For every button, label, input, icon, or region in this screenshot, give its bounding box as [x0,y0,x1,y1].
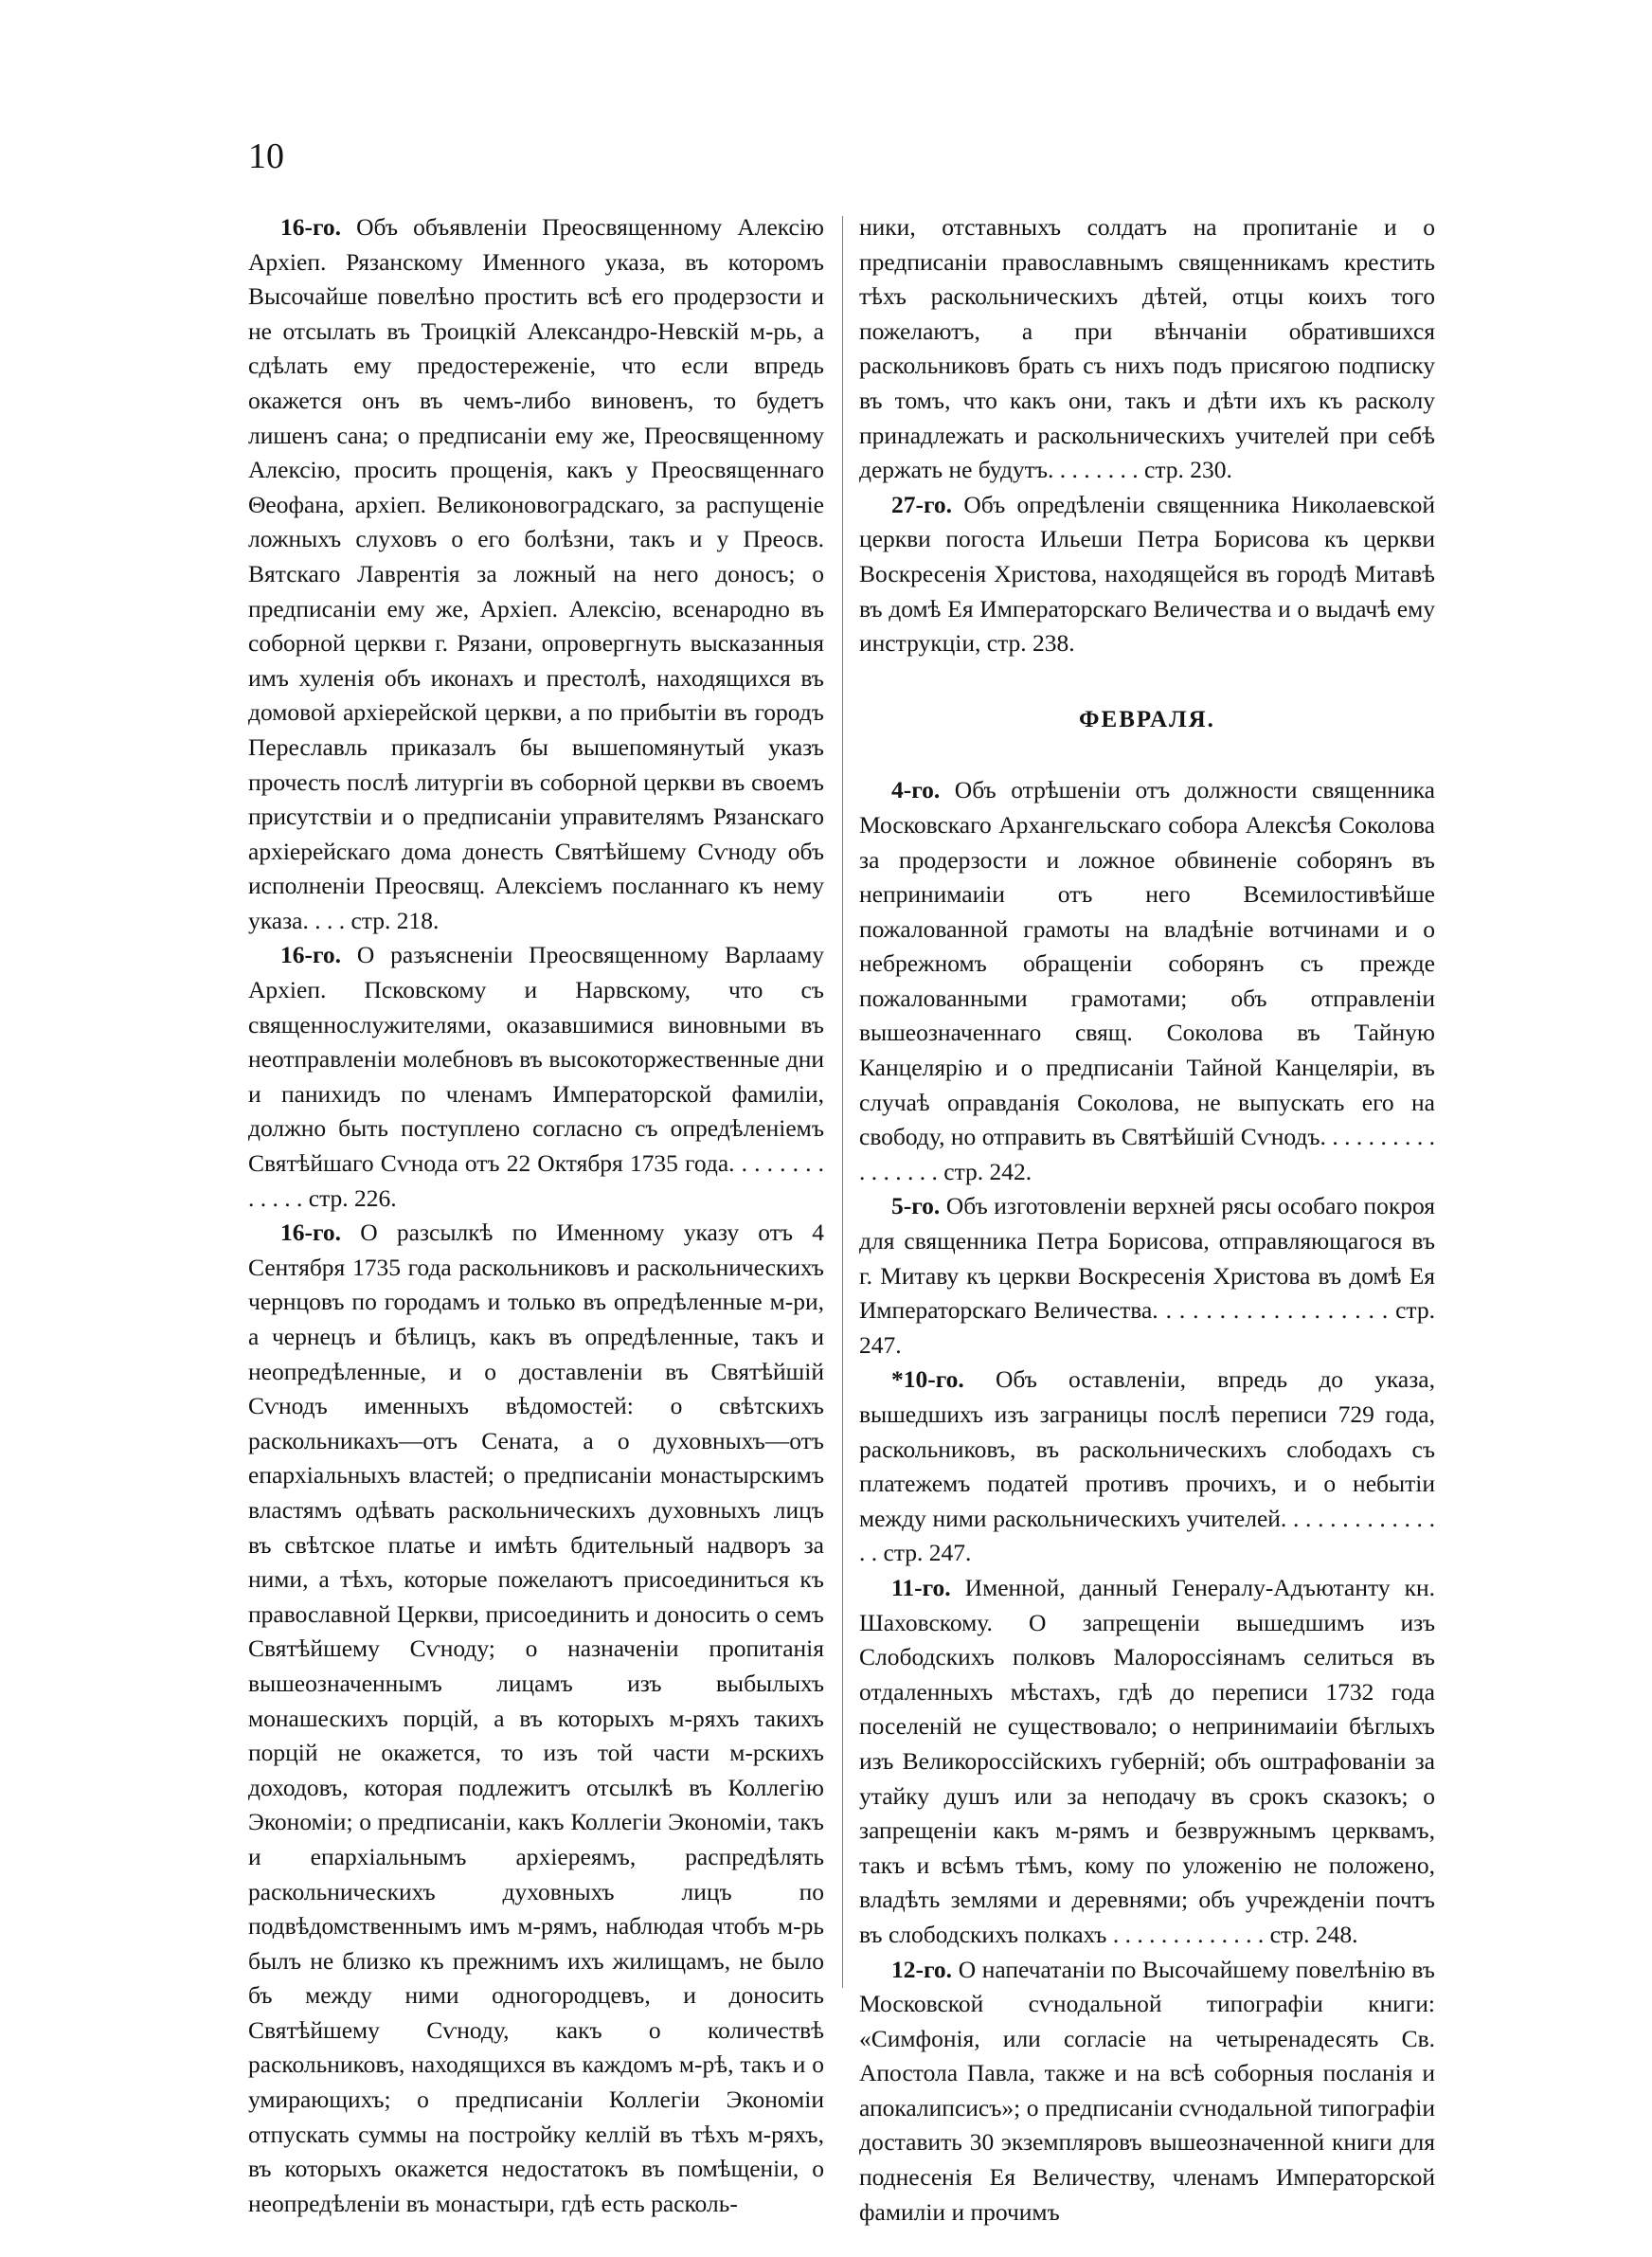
entry-date: 16-го. [280,941,342,969]
entry-text: Объ оставленіи, впредь до указа, вышедшихъ изъ заграницы послѣ переписи 729 года, раскольниковъ, въ раскольническихъ слободахъ съ платежемъ податей противъ прочихъ, и о небытіи между ними раскольническихъ учителей. . . . . . . . . . . . . . . стр. 247. [859,1365,1435,1567]
entry-text: Объ объявленіи Преосвященному Алексію Архіеп. Рязанскому Именного указа, въ которомъ Высочайше повелѣно простить всѣ его продерзости и не отсылать въ Троицкій Александро-Невскій м-рь, а сдѣлать ему предостереженіе, что если впредь окажется онъ въ чемъ-либо виновенъ, то будетъ лишенъ сана; о предписаніи ему же, Преосвященному Алексію, просить прощенія, какъ у Преосвященнаго Θеофана, архіеп. Великоновоградскаго, за распущеніе ложныхъ слуховъ о его болѣзни, такъ и у Преосв. Вятскаго Лаврентія за ложный на него доносъ; о предписаніи ему же, Архіеп. Алексію, всенародно въ соборной церкви г. Рязани, опровергнуть высказанныя имъ хуленія объ иконахъ и престолѣ, находящихся въ домовой архіерейской церкви, а по прибытіи въ городъ Переславль приказалъ бы вышепомянутый указъ прочесть послѣ литургіи въ соборной церкви въ своемъ присутствіи и о предписаніи управителямъ Рязанскаго архіерейскаго дома донесть Святѣйшему Сѵноду объ исполненіи Преосвящ. Алексіемъ посланнаго къ нему указа. . . . стр. 218. [248,213,824,934]
section-heading-february: ФЕВРАЛЯ. [1079,706,1215,732]
entry-date: 27-го. [891,490,953,518]
entry-left-2 [248,938,824,1216]
entry-right-5 [859,1189,1435,1363]
entry-date: 12-го. [891,1955,953,1983]
entry-continuation: ники, отставныхъ солдатъ на пропитаніе и о предписаніи православнымъ священникамъ крестить тѣхъ раскольническихъ дѣтей, отцы коихъ того пожелаютъ, а при вѣнчаніи обратившихся раскольниковъ брать съ нихъ подъ присягою подписку въ томъ, что какъ они, такъ и дѣти ихъ къ расколу принадлежать и раскольническихъ учителей при себѣ держать не будутъ. . . . . . . . стр. 230. [859,213,1435,484]
entry-text: О напечатаніи по Высочайшему повелѣнію въ Московской сѵнодальной типографіи книги: «Симфонія, или согласіе на четыренадесять Св. Апостола Павла, также и на всѣ соборныя посланія и апокалипсисъ»; о предписаніи сѵнодальной типографіи доставить 30 экземпляровъ вышеозначенной книги для поднесенія Ея Величеству, членамъ Императорской фамиліи и прочимъ [859,1955,1435,2226]
entry-date: 16-го. [280,1219,342,1247]
entry-right-11 [859,1571,1435,1953]
entry-date: 4-го. [891,776,941,804]
entry-right-10 [859,1363,1435,1571]
right-column [859,210,1435,2230]
entry-date: *10-го. [891,1365,964,1394]
left-column [248,210,824,2221]
entry-left-3 [248,1216,824,2221]
entry-right-12 [859,1953,1435,2230]
entry-text: Именной, данный Генералу-Адъютанту кн. Шаховскому. О запрещеніи вышедшимъ изъ Слободскихъ полковъ Малороссіянамъ селиться въ отдаленныхъ мѣстахъ, гдѣ до переписи 1732 года поселеній не существовало; о непринимаиіи бѣглыхъ изъ Великороссійскихъ губерній; объ оштрафованіи за утайку душъ или за неподачу въ срокъ сказокъ; о запрещеніи какъ м-рямъ и безвружнымъ церквамъ, такъ и всѣмъ тѣмъ, кому по уложенію не положено, владѣть землями и деревнями; объ учрежденіи почтъ въ слободскихъ полкахъ . . . . . . . . . . . . . стр. 248. [859,1573,1435,1948]
entry-date: 5-го. [891,1192,941,1220]
entry-right-27 [859,488,1435,661]
column-divider [842,216,843,1988]
entry-text: Объ отрѣшеніи отъ должности священника Московскаго Архангельскаго собора Алексѣя Соколова за продерзости и ложное обвиненіе соборянъ въ непринимаиіи отъ него Всемилостивѣйше пожалованной грамоты на владѣніе вотчинами и о небрежномъ обращеніи соборянъ съ прежде пожалованными грамотами; объ отправленіи вышеозначеннаго свящ. Соколова въ Тайную Канцелярію и о предписаніи Тайной Канцеляріи, въ случаѣ оправданія Соколова, не выпускать его на свободу, но отправить въ Святѣйшій Сѵнодъ. . . . . . . . . . . . . . . . . стр. 242. [859,776,1435,1185]
entry-date: 11-го. [891,1573,951,1601]
entry-left-1 [248,210,824,938]
entry-date: 16-го. [280,213,342,241]
entry-right-4 [859,773,1435,1189]
entry-text: О разъясненіи Преосвященному Варлааму Архіеп. Псковскому и Нарвскому, что съ священнослужителями, оказавшимися виновными въ неотправленіи молебновъ въ высокоторжественные дни и панихидъ по членамъ Императорской фамиліи, должно быть поступлено согласно съ опредѣленіемъ Святѣйшаго Сѵнода отъ 22 Октября 1735 года. . . . . . . . . . . . . стр. 226. [248,941,824,1212]
entry-text: О разсылкѣ по Именному указу отъ 4 Сентября 1735 года раскольниковъ и раскольническихъ чернцовъ по городамъ и только въ опредѣленные м-ри, а чернецъ и бѣлицъ, какъ въ опредѣленные, такъ и неопредѣленные, и о доставленіи въ Святѣйшій Сѵнодъ именныхъ вѣдомостей: о свѣтскихъ раскольникахъ—отъ Сената, а о духовныхъ—отъ епархіальныхъ властей; о предписаніи монастырскимъ властямъ одѣвать раскольническихъ духовныхъ лицъ въ свѣтское платье и имѣть бдительный надворъ за ними, а тѣхъ, которые пожелаютъ присоединиться къ православной Церкви, присоединить и доносить о семъ Святѣйшему Сѵноду; о назначеніи пропитанія вышеозначеннымъ лицамъ изъ выбылыхъ монашескихъ порцій, а въ которыхъ м-ряхъ такихъ порцій не окажется, то изъ той части м-рскихъ доходовъ, которая подлежитъ отсылкѣ въ Коллегію Экономіи; о предписаніи, какъ Коллегіи Экономіи, такъ и епархіальнымъ архіереямъ, распредѣлять раскольническихъ духовныхъ лицъ по подвѣдомственнымъ имъ м-рямъ, наблюдая чтобъ м-рь былъ не близко къ прежнимъ ихъ жилищамъ, не было бъ между ними одногородцевъ, и доносить Святѣйшему Сѵноду, какъ о количествѣ раскольниковъ, находящихся въ каждомъ м-рѣ, такъ и о умирающихъ; о предписаніи Коллегіи Экономіи отпускать суммы на постройку келлій въ тѣхъ м-ряхъ, въ которыхъ окажется недостатокъ въ помѣщеніи, о неопредѣленіи въ монастыри, гдѣ есть расколь- [248,1219,824,2217]
entry-text: Объ опредѣленіи священника Николаевской церкви погоста Ильеши Петра Борисова къ церкви Воскресенія Христова, находящейся въ городѣ Митавѣ въ домѣ Ея Императорскаго Величества и о выдачѣ ему инструкціи, стр. 238. [859,490,1435,658]
page-number: 10 [248,136,284,176]
entry-text: Объ изготовленіи верхней рясы особаго покроя для священника Петра Борисова, отправляющагося въ г. Митаву къ церкви Воскресенія Христова въ домѣ Ея Императорскаго Величества. . . . . . . . . . . . . . . . . . стр. 247. [859,1192,1435,1359]
